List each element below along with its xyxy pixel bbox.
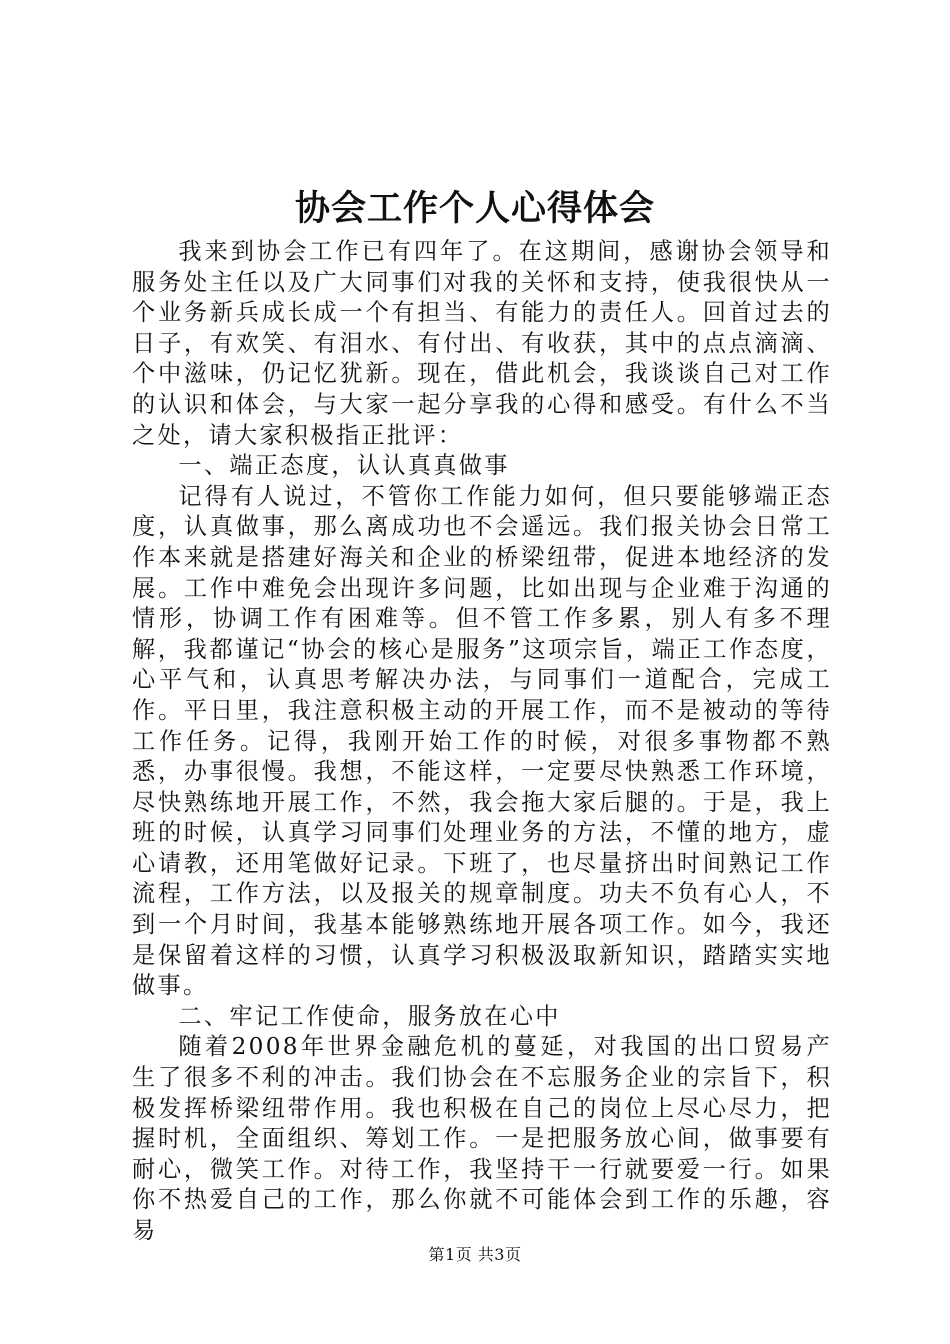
- document-title: 协会工作个人心得体会: [294, 188, 655, 229]
- section-2-paragraph: 随着2008年世界金融危机的蔓延，对我国的出口贸易产生了很多不利的冲击。我们协会在不忘服务企业的宗旨下，积极发挥桥梁纽带作用。我也积极在自己的岗位上尽心尽力，把握时机，全面组织、筹划工作。一是把服务放心间，做事要有耐心，微笑工作。对待工作，我坚持干一行就要爱一行。如果你不热爱自己的工作，那么你就不可能体会到工作的乐趣，容易: [132, 1033, 832, 1244]
- page-footer: 第1页 共3页: [428, 1245, 522, 1264]
- section-heading-1: 一、端正态度，认认真真做事: [178, 452, 510, 480]
- section-1-paragraph: 记得有人说过，不管你工作能力如何，但只要能够端正态度，认真做事，那么离成功也不会遥远。我们报关协会日常工作本来就是搭建好海关和企业的桥梁纽带，促进本地经济的发展。工作中难免会出现许多问题，比如出现与企业难于沟通的情形，协调工作有困难等。但不管工作多累，别人有多不理解，我都谨记“协会的核心是服务”这项宗旨，端正工作态度，心平气和，认真思考解决办法，与同事们一道配合，完成工作。平日里，我注意积极主动的开展工作，而不是被动的等待工作任务。记得，我刚开始工作的时候，对很多事物都不熟悉，办事很慢。我想，不能这样，一定要尽快熟悉工作环境，尽快熟练地开展工作，不然，我会拖大家后腿的。于是，我上班的时候，认真学习同事们处理业务的方法，不懂的地方，虚心请教，还用笔做好记录。下班了，也尽量挤出时间熟记工作流程，工作方法，以及报关的规章制度。功夫不负有心人，不到一个月时间，我基本能够熟练地开展各项工作。如今，我还是保留着这样的习惯，认真学习积极汲取新知识，踏踏实实地做事。: [132, 482, 832, 1000]
- intro-paragraph: 我来到协会工作已有四年了。在这期间，感谢协会领导和服务处主任以及广大同事们对我的关怀和支持，使我很快从一个业务新兵成长成一个有担当、有能力的责任人。回首过去的日子，有欢笑、有泪水、有付出、有收获，其中的点点滴滴、个中滋味，仍记忆犹新。现在，借此机会，我谈谈自己对工作的认识和体会，与大家一起分享我的心得和感受。有什么不当之处，请大家积极指正批评：: [132, 238, 832, 449]
- document-body: [132, 237, 832, 1247]
- section-heading-2: 二、牢记工作使命，服务放在心中: [178, 1002, 561, 1030]
